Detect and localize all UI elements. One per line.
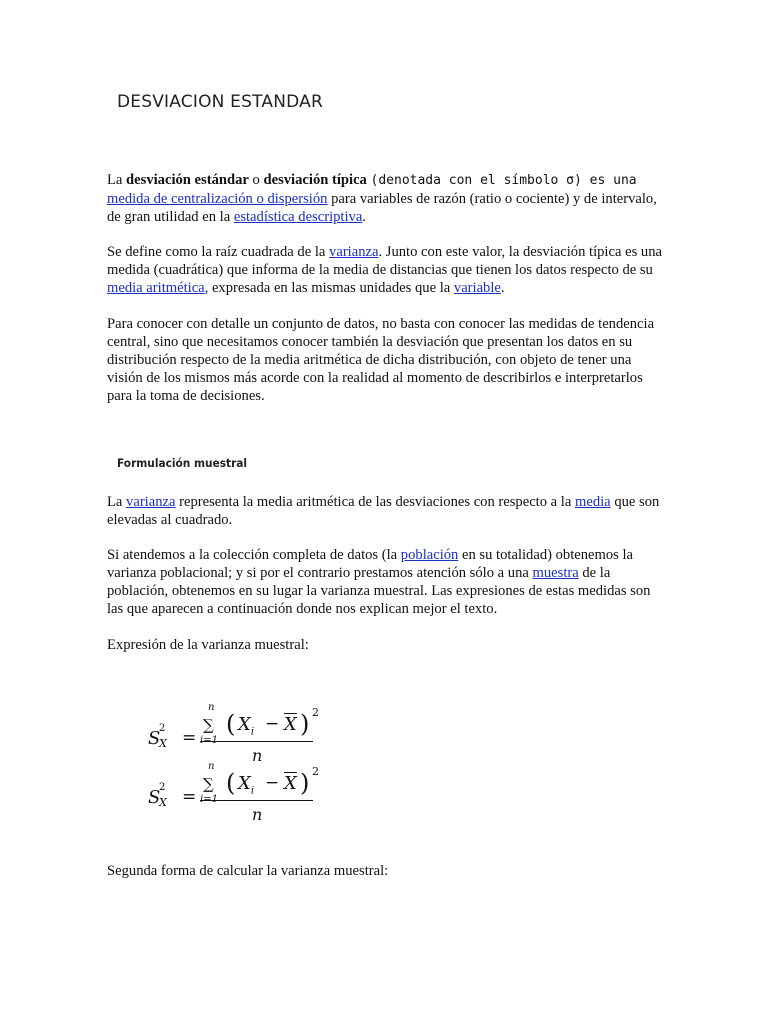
text: representa la media aritmética de las desviaciones con respecto a la <box>175 494 575 510</box>
text: que son elevadas al cuadrado. <box>107 494 660 528</box>
section-subtitle: Formulación muestral <box>117 456 248 470</box>
link-media[interactable]: media <box>575 494 611 510</box>
text: La <box>107 172 127 188</box>
paragraph-varianza-media <box>107 493 663 529</box>
formula-xi: $X_i$ <box>238 773 255 797</box>
formula-equals: = <box>182 787 197 807</box>
text: . <box>362 209 366 225</box>
formula-minus: − <box>265 773 280 793</box>
text: de la población, obtenemos en su lugar la varianza muestral. Las expresiones de estas medidas son las que aparecen a continuación donde nos explican mejor el texto. <box>107 565 651 617</box>
right-paren: ) <box>300 769 310 797</box>
bold-term: desviación estándar <box>126 172 249 188</box>
sum-symbol: ∑ <box>203 716 214 734</box>
paragraph-definition <box>107 171 663 226</box>
left-paren: ( <box>226 710 236 738</box>
formula-s: S 2 X <box>148 782 167 809</box>
formula-power: 2 <box>312 706 319 719</box>
paragraph-varianza <box>107 243 663 297</box>
text: Si atendemos a la colección completa de datos (la <box>107 547 401 563</box>
text: . <box>500 280 505 296</box>
fraction-bar <box>200 741 313 742</box>
link-media-aritmetica[interactable]: media aritmética <box>107 280 205 296</box>
formula-minus: − <box>265 714 280 734</box>
link-estadistica-descriptiva[interactable]: estadística descriptiva <box>233 209 363 225</box>
bold-term: desviación típica <box>263 172 367 188</box>
variance-formula-1 <box>148 704 338 770</box>
link-variable[interactable]: variable <box>453 280 501 296</box>
text: en su totalidad) obtenemos la varianza poblacional; y si por el contrario prestamos atención sólo a una <box>107 547 634 581</box>
sum-upper-limit: n <box>208 761 215 772</box>
formula-denominator: n <box>252 805 263 824</box>
formula-xbar: $\overline{X}$ <box>284 714 297 735</box>
text: para variables de razón (ratio o cociente) y de intervalo, de gran utilidad en la <box>107 191 657 225</box>
sum-symbol: ∑ <box>203 775 214 793</box>
fraction-bar <box>200 800 313 801</box>
formula-equals: = <box>182 728 197 748</box>
text: La <box>107 494 127 510</box>
link-varianza-2[interactable]: varianza <box>126 494 176 510</box>
text: , expresada en las mismas unidades que la <box>204 280 454 296</box>
formula-xbar: $\overline{X}$ <box>284 773 297 794</box>
text: Se define como la raíz cuadrada de la <box>107 244 330 260</box>
sum-upper-limit: n <box>208 702 215 713</box>
paragraph-poblacion <box>107 546 663 618</box>
link-medida-centralizacion[interactable]: medida de centralización o dispersión <box>107 191 328 207</box>
right-paren: ) <box>300 710 310 738</box>
link-poblacion[interactable]: población <box>400 547 459 563</box>
link-muestra[interactable]: muestra <box>532 565 579 581</box>
formula-denominator: n <box>252 746 263 765</box>
paragraph-segunda-forma: Segunda forma de calcular la varianza muestral: <box>107 863 389 879</box>
text: o <box>248 172 264 188</box>
formula-xi: $X_i$ <box>238 714 255 738</box>
left-paren: ( <box>226 769 236 797</box>
mono-text: (denotada con el símbolo σ) es una <box>370 173 637 188</box>
paragraph-conjunto-datos: Para conocer con detalle un conjunto de datos, no basta con conocer las medidas de tendencia central, sino que necesitamos conocer también la desviación que presentan los datos en su distribución respecto de la media aritmética de dicha distribución, con objeto de tener una visión de los mismos más acorde con la realidad al momento de describirlos e interpretarlos para la toma de decisiones. <box>107 316 655 404</box>
document-title: DESVIACION ESTANDAR <box>117 92 323 112</box>
formula-s: S 2 X <box>148 723 167 750</box>
paragraph-expresion: Expresión de la varianza muestral: <box>107 637 309 653</box>
link-varianza[interactable]: varianza <box>329 244 379 260</box>
formula-power: 2 <box>312 765 319 778</box>
variance-formula-2 <box>148 763 338 829</box>
text: . Junto con este valor, la desviación típica es una medida (cuadrática) que informa de la media de distancias que tienen los datos respecto de su <box>107 244 662 278</box>
